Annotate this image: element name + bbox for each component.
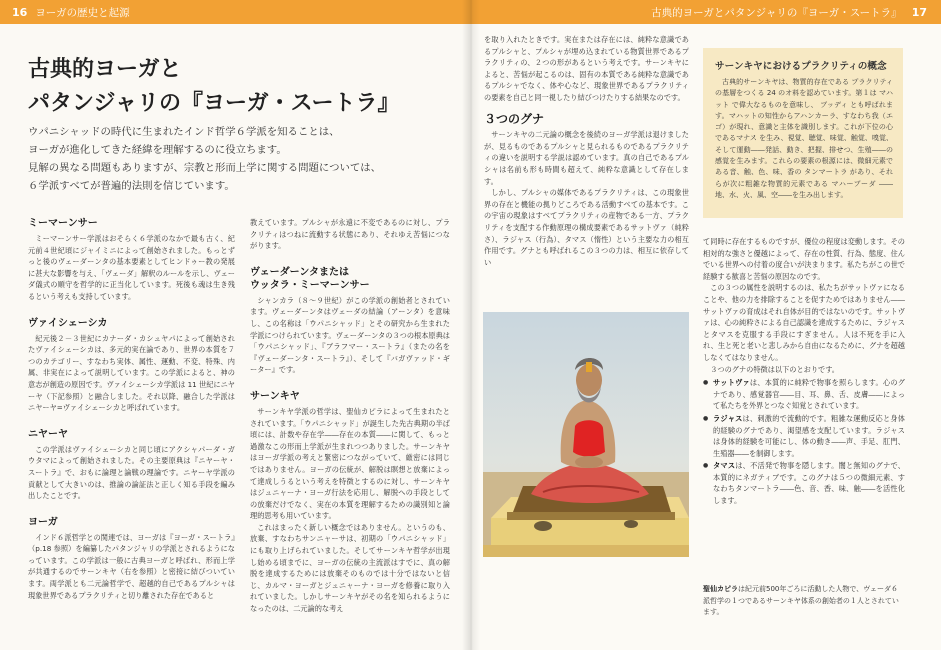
right-running-head: 古典的ヨーガとパタンジャリの『ヨーガ・スートラ』 bbox=[651, 6, 902, 19]
bullet-term: サットヴァ bbox=[713, 378, 750, 388]
sage-kapila-image bbox=[483, 312, 689, 557]
left-column-2 bbox=[250, 217, 450, 615]
text-continuation-right: を取り入れたときです。実在または存在には、純粋な意識であるプルシャと、プルシャが埋め込まれている物質世界であるプラクリティの、２つの形があるという考えです。サーンキヤによると、苦悩が起こるのは、固有の本質である純粋な意識であるプルシャでなく、体や心など、現象世界であるプラクリティの要素を自己と同一視したり結びつけたりする結果なのです。 bbox=[484, 35, 689, 102]
book-gutter-shadow bbox=[462, 0, 480, 650]
chapter-title-line1: 古典的ヨーガと bbox=[28, 56, 182, 82]
text-gunas-continued: て同時に存在するものですが、優位の程度は変動します。その相対的な強さと優越によって、存在の性質、行為、態度、住んでいる世界への付着の度合いが決まります。私たちがこの世で経験する歓喜と苦悩の原因なのです。 bbox=[703, 237, 905, 281]
sidebar-box-text: 古典的サーンキヤは、物質的存在である プラクリティ の基層をつくる 24 のオ料を認めています。第１は マハット で偉大なるものを意味し、 ブッディ とも呼ばれます。マハットの知性からアハンカーラ、すなわち我（エゴ）が現れ、意識と主体を識別します。これが下位の心であるマナス を生み、視覚、聴覚、味覚、触覚、嗅覚、そして運動――発話、動き、把握、排せつ、生殖――の感覚を生みます。これらの要素の根源には、微細元素である音、触、色、味、香の タンマートラ があり、それらが次に粗雑な物質的元素である マハーブーダ ――地、水、火、風、空――を生み出します。 bbox=[715, 78, 893, 199]
sage-kapila-illustration bbox=[483, 312, 689, 557]
text-samkhya: サーンキヤ学派の哲学は、聖仙カピラによって生まれたとされています。「ウパニシャッド」が誕生した先古典期の半ば頃には、計数や存在学――存在の本質――に関して、もっと過激なこの形而上学派が生まれつつありました。サーンキヤはヨーガ学派の考えと緊密につながっていて、厳密には同じではありません。ヨーガの伝統が、解脱は瞑想と放棄によって達成しうるという考えを特徴とするのに対し、サーンキヤはジュニャーナ・ヨーガ行法を応用し、解脱への手段としての放棄だけでなく、実在の本質を理解するための識別知と論理的思考も用いています。 bbox=[250, 406, 450, 521]
heading-nyaya: ニヤーヤ bbox=[28, 428, 68, 440]
text-continuation: 教えています。プルシャが永遠に不変であるのに対し、プラクリティはつねに流動する状態にあり、それゆえ苦悩につながります。 bbox=[250, 218, 450, 251]
caption-term: 聖仙カピラ bbox=[703, 585, 738, 593]
intro-line: 見解の異なる問題もありますが、宗教と形而上学に関する問題については、 bbox=[28, 162, 382, 174]
heading-mimamsa: ミーマーンサー bbox=[28, 218, 98, 229]
right-column-1 bbox=[484, 34, 689, 268]
intro-line: ウパニシャッドの時代に生まれたインド哲学６学派を知ることは、 bbox=[28, 126, 340, 138]
heading-vedanta-1: ヴェーダーンタまたは bbox=[250, 266, 349, 278]
text-guna-1: サーンキヤの二元論の概念を後続のヨーガ学派は退けましたが、見るものであるプルシャと見られるものであるプラクリティの違いを説明する学説は認めています。真の自己であるプルシャは名前も形も時間も超えて、純粋な意識として存在します。 bbox=[484, 130, 689, 186]
heading-yoga: ヨーガ bbox=[28, 516, 58, 528]
list-item bbox=[703, 413, 905, 459]
heading-vedanta-2: ウッタラ・ミーマーンサー bbox=[250, 279, 370, 291]
left-running-head: ヨーガの歴史と起源 bbox=[35, 6, 130, 19]
prakriti-sidebar-box bbox=[703, 48, 903, 218]
right-page-number: 17 bbox=[911, 5, 927, 19]
gunas-bullet-list bbox=[703, 377, 905, 507]
text-yoga: インド６派哲学との関連では、ヨーガは『ヨーガ・スートラ』（p.18 参照）を編纂したパタンジャリの学派とされるようになっています。この学派は一般に古典ヨーガと呼ばれ、形而上学が共通するのでサーンキヤ（右を参照）と密接に結びついています。両学派とも二元論哲学で、超越的自己であるプルシャは現象世界であるプラクリティと切り離された存在であると bbox=[28, 532, 235, 600]
left-page-header bbox=[0, 0, 470, 24]
list-item bbox=[703, 460, 905, 506]
bullet-desc: は、本質的に純粋で物事を照らします。心のグナであり、感覚器官――目、耳、鼻、舌、皮膚――によって私たちを外界とつなぐ知覚とされています。 bbox=[713, 378, 905, 411]
heading-three-gunas: ３つのグナ bbox=[484, 111, 545, 126]
sidebar-box-title: サーンキヤにおけるプラクリティの概念 bbox=[715, 61, 887, 72]
intro-line: ヨーガが進化してきた経緯を理解するのに役立ちます。 bbox=[28, 144, 287, 156]
right-column-2 bbox=[703, 236, 905, 508]
left-page bbox=[0, 0, 470, 650]
left-page-number: 16 bbox=[12, 5, 28, 19]
text-mimamsa: ミーマーンサー学派はおそらく６学派のなかで最も古く、紀元前４世紀頃にジャイミニによって創始されました。もっとずっと後のヴェーダーンタの基本要素としてヒンドゥー教の発展に甚大な影響を与え、「ヴェーダ」解釈のルールを示し、ヴェーダ儀式の順守を哲学的に正当化しています。死後も魂は生き残るという考えも支持しています。 bbox=[28, 234, 235, 301]
bullet-desc: は、刺激的で流動的です。粗雑な運動反応と身体的経験のグナであり、渇望感を支配しています。ラジャスは身体的経験を可能にし、体の動き――声、手足、肛門、生殖器――を制御します。 bbox=[713, 413, 905, 458]
bullet-term: タマス bbox=[713, 461, 736, 471]
text-vaisheshika: 紀元後２－３世紀にカナーダ・カシュヤパによって創始されたヴァイシェーシカは、多元的実在論であり、世界の本質を７つのカテゴリー、すなわち実体、属性、運動、不変、特殊、内属、非実在によって説明しています。この学派によると、神の意志が創造の原因です。ヴァイシェーシカ学派は 11 世紀にニヤーヤ（下記参照）と融合しました。それ以降、融合した学派はニヤーヤ=ヴァイシェーシカと呼ばれています。 bbox=[28, 333, 235, 413]
text-nyaya: この学派はヴァイシェーシカと同じ頃にアクシャパーダ・ガウタマによって創始されました。その主要原典は『ニヤーヤ・スートラ』で、おもに論理と論戦の理論です。ニヤーヤ学派の貢献として大きいのは、推論の論証法と正しく知る手段を編み出したことです。 bbox=[28, 444, 235, 501]
text-guna-2: しかし、プルシャの媒体であるプラクリティは、この現象世界の存在と機能の拠りどころである活動すべての基本です。この宇宙の現象はすべてプラクリティの産物である一方、プラクリティを支配する作動原理の構成要素であるサットヴァ（純粋さ）、ラジャス（行為）、タマス（惰性）という主要な力の相互作用です。グナとも呼ばれるこの３つの力は、相互に依存してい bbox=[484, 188, 689, 267]
text-vedanta: シャンカラ（８～９世紀）がこの学派の創始者とされています。ヴェーダーンタはヴェーダの結論（アーンタ）を意味し、この名称は「ウパニシャッド」とその研究から生まれた学派につけられています。ヴェーダーンタの３つの根本原典は「ウパニシャッド」、『ブラフマー・スートラ』（またの名を『ヴェーダーンタ・スートラ』）、そして『バガヴァッド・ギーター』です。 bbox=[250, 295, 450, 375]
list-item bbox=[703, 377, 905, 412]
bullet-term: ラジャス bbox=[713, 413, 743, 423]
bullet-desc: は、不活発で物事を隠します。闇と無知のグナで、本質的にネガティブです。このグナは５つの微細元素、すなわちタンマートラ――色、音、香、味、触――を活性化します。 bbox=[713, 461, 905, 506]
intro-paragraph bbox=[28, 123, 448, 195]
text-samkhya-2: これはまったく新しい概念ではありません。というのも、放棄、すなわちサンニャーサは、初期の「ウパニシャッド」にも取り上げられていました。そしてサーンキヤ哲学が出現し始める頃までに、ヨーガの伝統の主流派はすでに、真の解脱を達成するためには放棄そのものでは十分ではないと信じ、カルマ・ヨーガとジュニャーナ・ヨーガを修養に取り入れていました。しかしサーンキヤがその名を知られるようになったのは、二元論的な考え bbox=[250, 522, 450, 614]
right-page bbox=[470, 0, 941, 650]
text-gunas-list-intro: ３つのグナの特徴は以下のとおりです。 bbox=[710, 364, 839, 374]
heading-samkhya: サーンキヤ bbox=[250, 390, 300, 402]
left-column-1 bbox=[28, 217, 235, 601]
text-gunas-explained: この３つの属性を説明するのは、私たちがサットヴァになることや、他の力を排除することを促すためではありません――サットヴァの育成はそれ自体が目的ではないのです。サットヴァは、心の純粋さによる自己認識を達成するために、ラジャスとタマスを克服する手段にすぎません。人は不死を手に入れ、生と死と老いと悲しみから自由になるために、グナを超越しなくてはなりません。 bbox=[703, 283, 905, 362]
chapter-title-line2: パタンジャリの『ヨーガ・スートラ』 bbox=[28, 90, 400, 116]
figure-caption bbox=[703, 584, 903, 619]
heading-vaisheshika: ヴァイシェーシカ bbox=[28, 317, 108, 329]
caption-text: は紀元前500年ごろに活動した人物で、ヴェーダ６派哲学の１つであるサーンキヤ体系の創始者の１人とされています。 bbox=[703, 585, 899, 617]
intro-line: ６学派すべてが普遍的法則を信じています。 bbox=[28, 180, 235, 192]
right-page-header bbox=[470, 0, 941, 24]
chapter-title bbox=[28, 52, 399, 120]
